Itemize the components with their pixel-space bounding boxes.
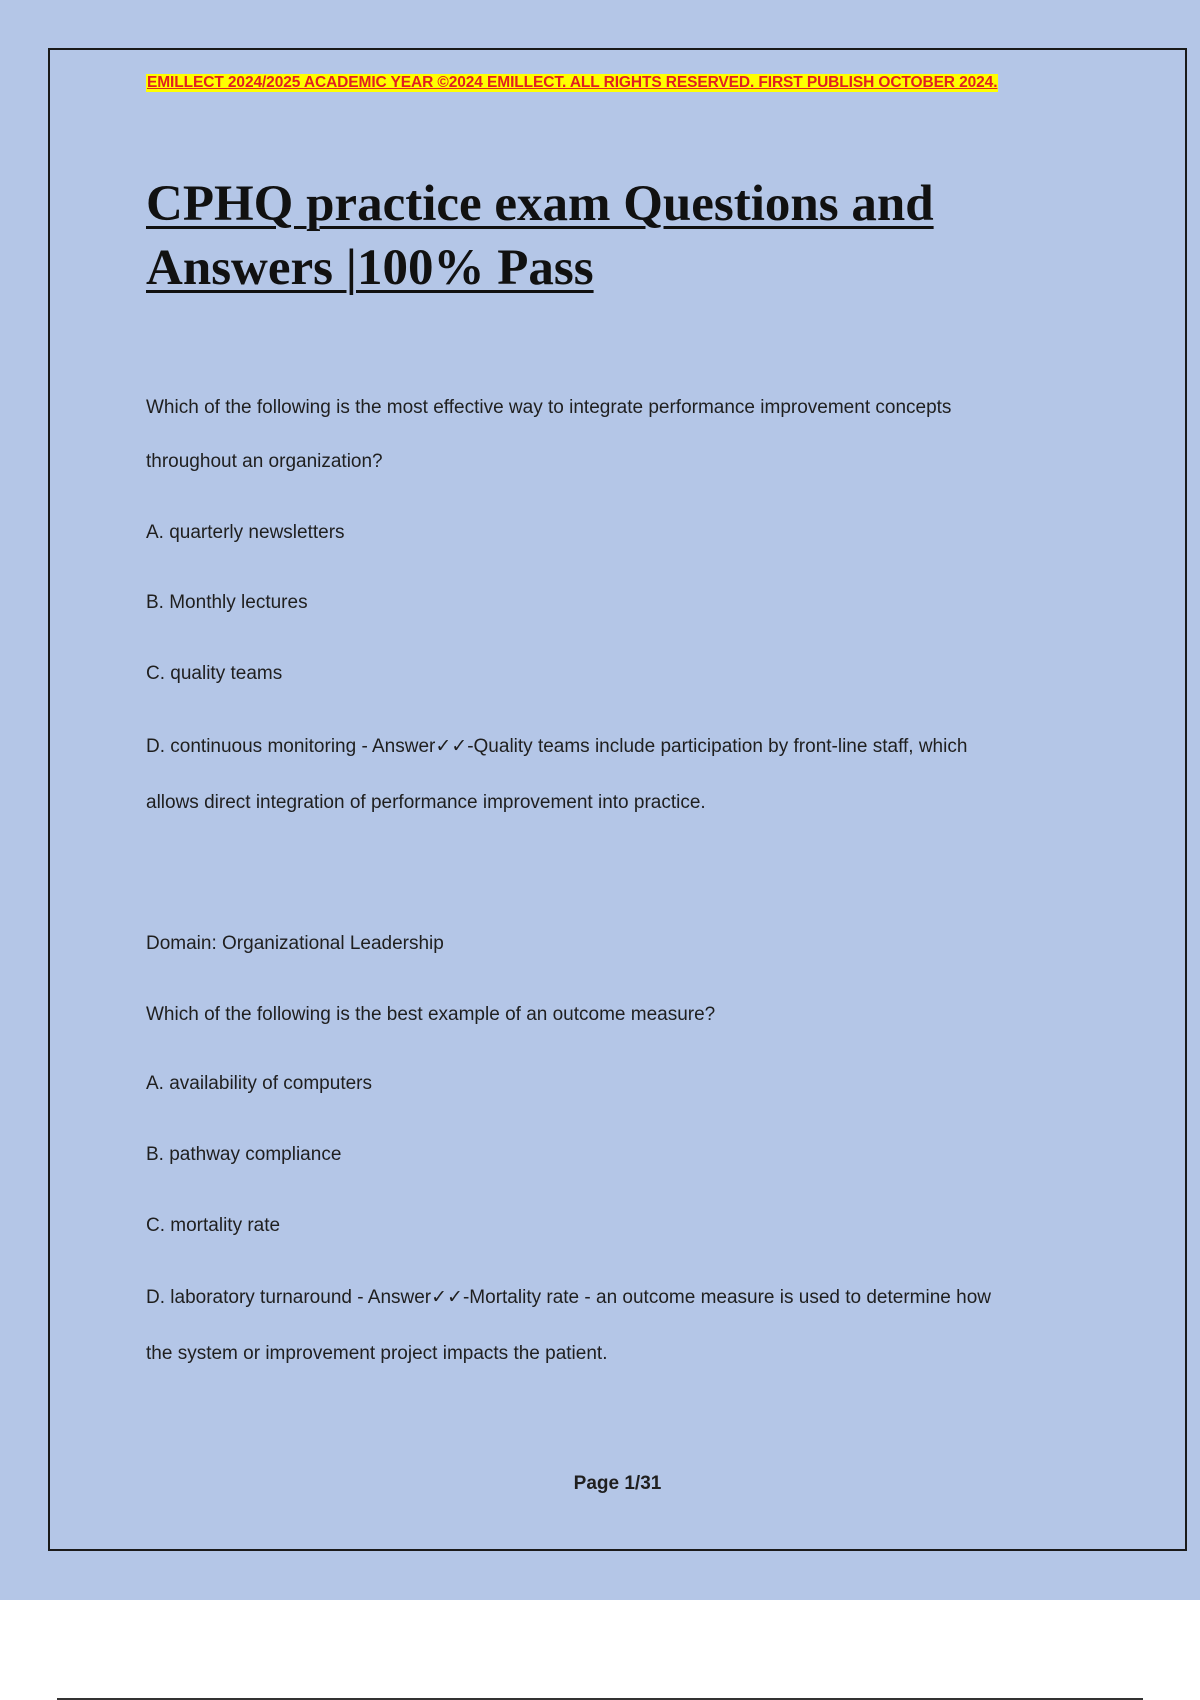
q1-option-c: C. quality teams: [146, 663, 283, 684]
q1-option-d-answer: D. continuous monitoring - Answer✓✓-Quality teams include participation by front-line staff, which: [146, 736, 968, 757]
copyright-banner: EMILLECT 2024/2025 ACADEMIC YEAR ©2024 EMILLECT. ALL RIGHTS RESERVED. FIRST PUBLISH OCTOBER 2024.: [147, 74, 998, 91]
q1-question-line-1: Which of the following is the most effective way to integrate performance improvement concepts: [146, 397, 952, 418]
q1-answer-line-2: allows direct integration of performance improvement into practice.: [146, 792, 706, 813]
q2-domain: Domain: Organizational Leadership: [146, 933, 444, 954]
q2-option-b: B. pathway compliance: [146, 1144, 342, 1165]
q2-question: Which of the following is the best example of an outcome measure?: [146, 1004, 716, 1025]
q1-question-line-2: throughout an organization?: [146, 451, 383, 472]
document-title: [146, 172, 1046, 300]
q1-option-b: B. Monthly lectures: [146, 592, 308, 613]
q2-answer-line-2: the system or improvement project impacts the patient.: [146, 1343, 608, 1364]
q2-option-a: A. availability of computers: [146, 1073, 372, 1094]
title-line-2: Answers |100% Pass: [146, 240, 594, 296]
title-line-1: CPHQ practice exam Questions and: [146, 176, 934, 232]
q2-option-c: C. mortality rate: [146, 1215, 281, 1236]
q2-option-d-answer: D. laboratory turnaround - Answer✓✓-Mortality rate - an outcome measure is used to determine how: [146, 1287, 991, 1308]
page-number: Page 1/31: [573, 1473, 662, 1494]
q1-option-a: A. quarterly newsletters: [146, 522, 345, 543]
